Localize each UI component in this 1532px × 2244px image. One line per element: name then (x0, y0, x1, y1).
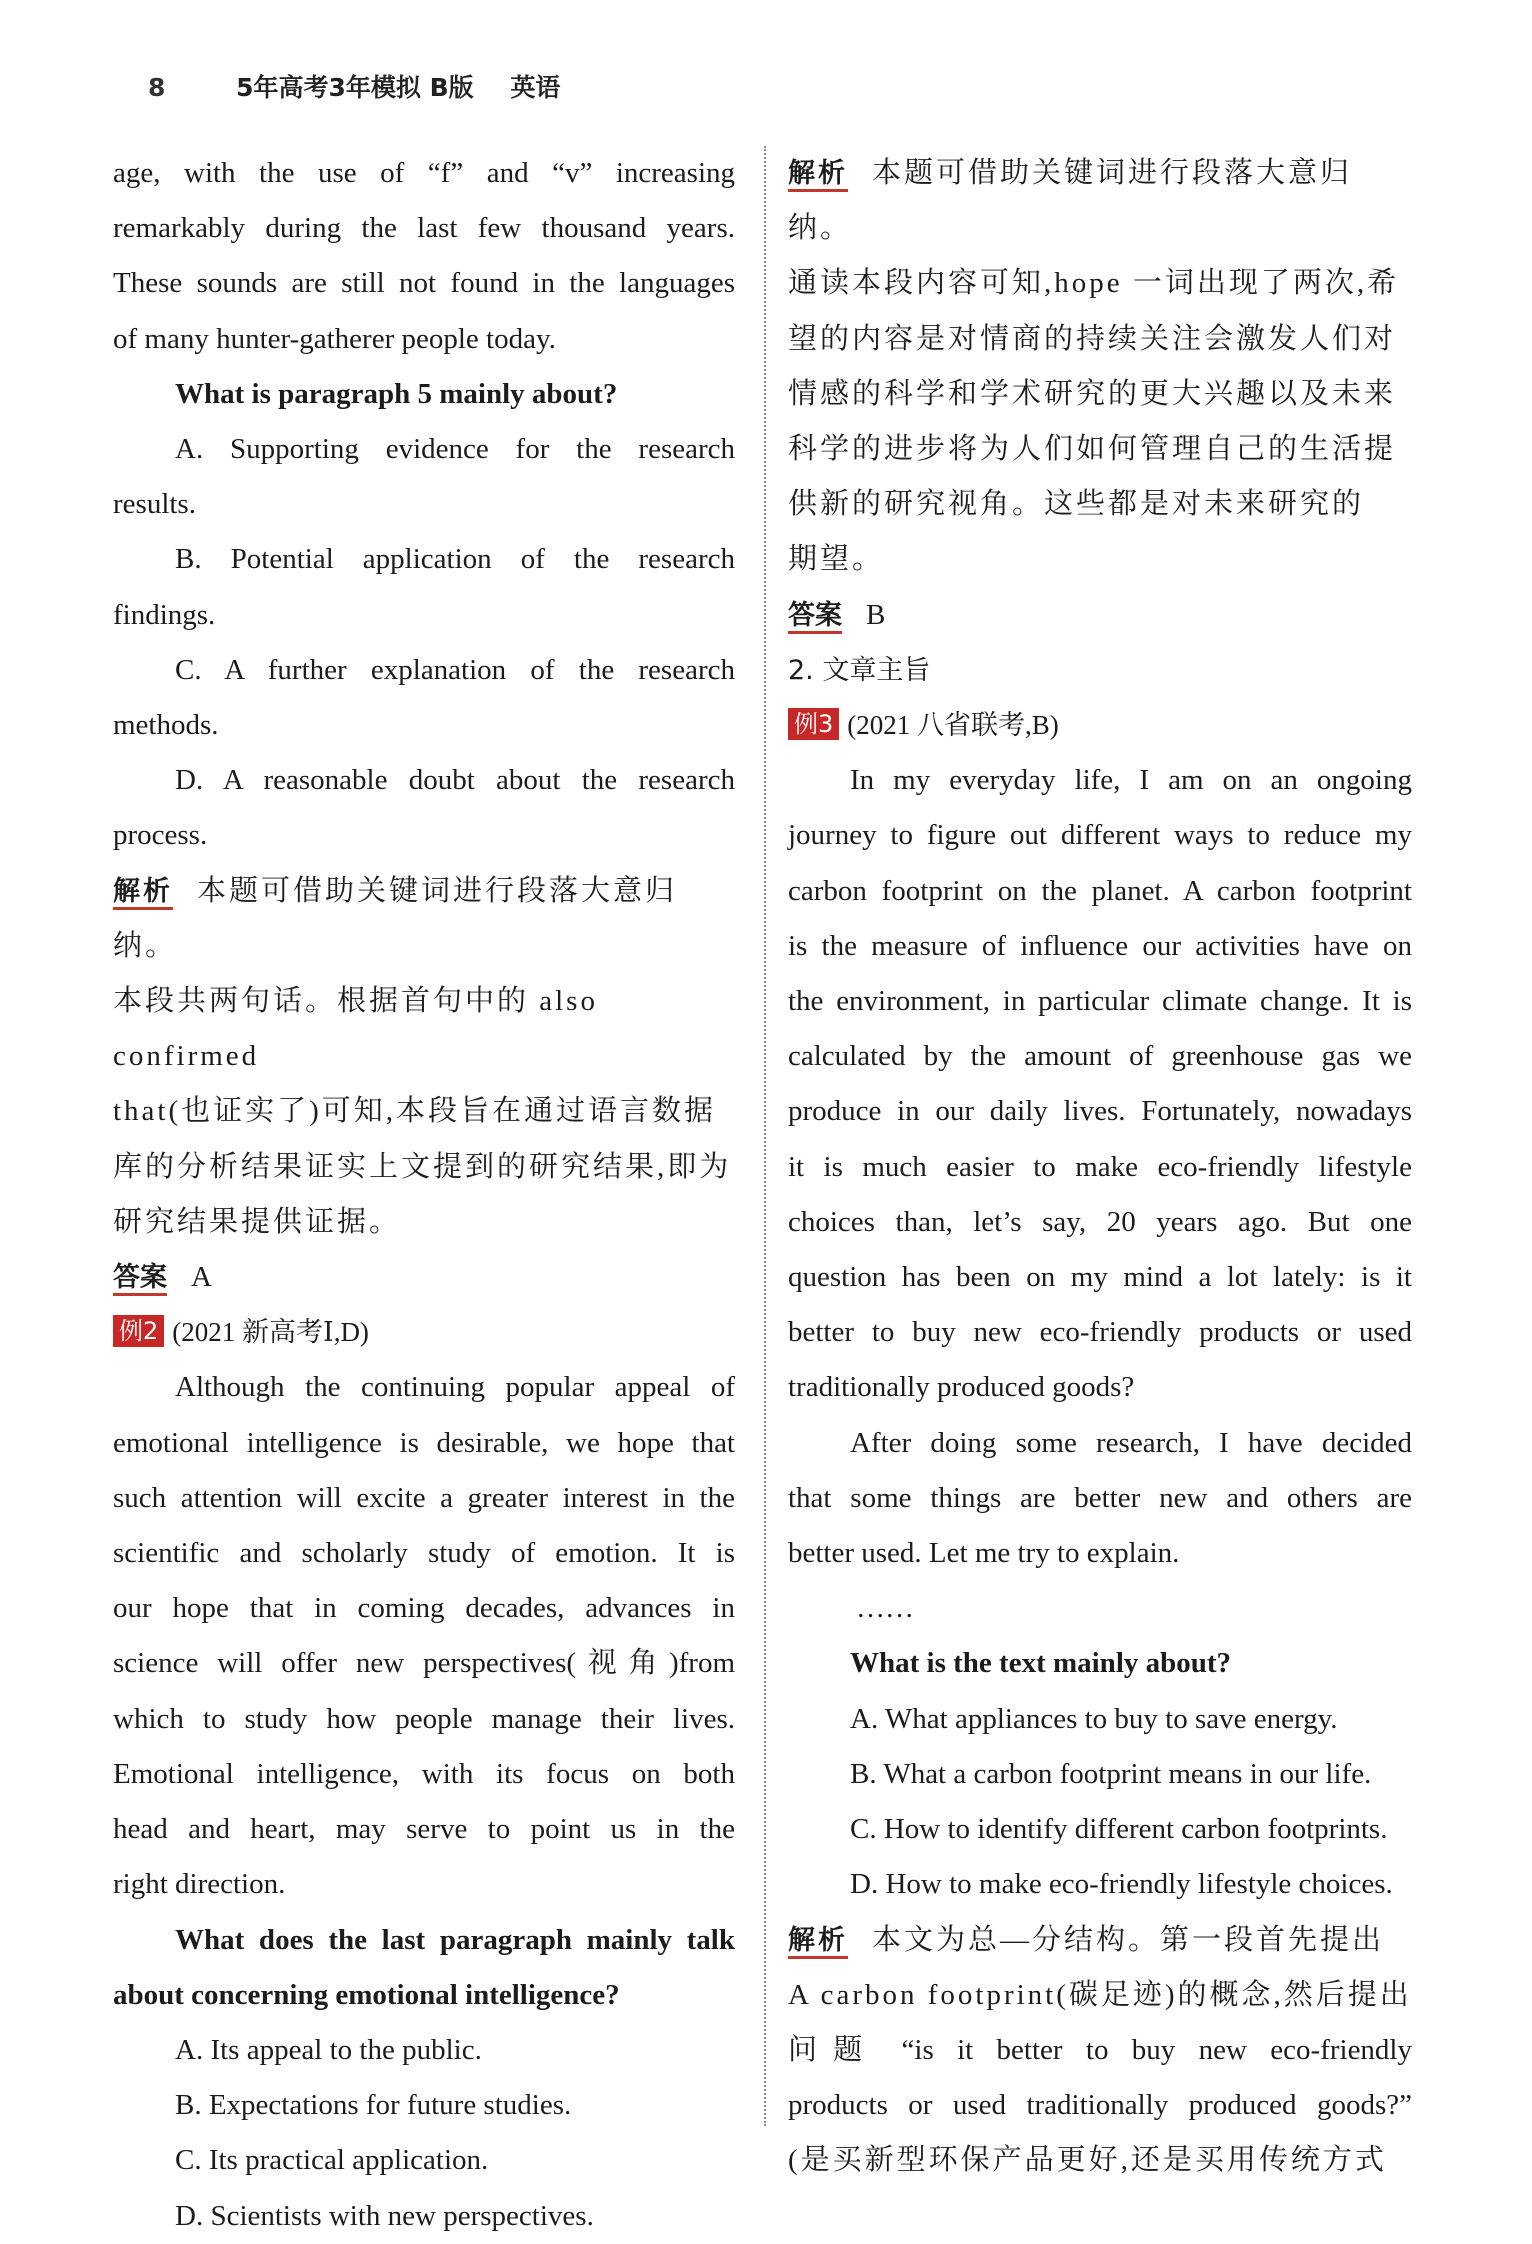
option-c: C. Its practical application. (175, 2144, 489, 2177)
column-divider (764, 146, 766, 2126)
answer-value: A (191, 1261, 212, 1294)
text-line: better to buy new eco-friendly products or used (788, 1316, 1412, 1349)
section-heading: 2. 文章主旨 (788, 654, 931, 686)
analysis-line: A carbon footprint(碳足迹)的概念,然后提出 (788, 1978, 1412, 2011)
text-line: the environment, in particular climate change. It is (788, 985, 1412, 1018)
option-b: B. Potential application of the research (175, 543, 735, 576)
analysis-block-2 (788, 1913, 1412, 2189)
question-3: What is the text mainly about? (850, 1647, 1232, 1680)
text-line: science will offer new perspectives(视角)from (113, 1647, 735, 1680)
option-b: B. Expectations for future studies. (175, 2089, 572, 2122)
analysis-line: 库的分析结果证实上文提到的研究结果,即为 (113, 1150, 732, 1183)
option-a-cont: results. (113, 488, 196, 521)
analysis-block (113, 864, 735, 1250)
page-header (148, 68, 560, 104)
analysis-line: 通读本段内容可知,hope 一词出现了两次,希 (788, 267, 1400, 300)
option-a: A. Supporting evidence for the research (175, 433, 735, 466)
analysis-line: 情感的科学和学术研究的更大兴趣以及未来 (788, 377, 1397, 410)
passage-3-para-2 (788, 1416, 1412, 1582)
text-line: head and heart, may serve to point us in the (113, 1813, 735, 1846)
text-line: carbon footprint on the planet. A carbon footprint (788, 874, 1412, 907)
text-line: that some things are better new and others are (788, 1481, 1412, 1514)
analysis-line: 本题可借助关键词进行段落大意归纳。 (788, 157, 1353, 245)
passage-2 (113, 1360, 735, 1912)
analysis-line: 本文为总—分结构。第一段首先提出 (872, 1923, 1385, 1956)
question-1: What is paragraph 5 mainly about? (175, 377, 618, 410)
option-d: D. Scientists with new perspectives. (175, 2199, 594, 2232)
q3-options (788, 1692, 1412, 1913)
text-line: traditionally produced goods? (788, 1371, 1135, 1404)
text-line: scientific and scholarly study of emotion. It is (113, 1537, 735, 1570)
answer-tag: 答案 (113, 1262, 167, 1296)
example-badge: 例3 (788, 708, 839, 740)
analysis-line: 期望。 (788, 543, 885, 576)
option-c: C. How to identify different carbon footprints. (850, 1813, 1388, 1846)
option-c: C. A further explanation of the research (175, 653, 735, 686)
ellipsis: …… (856, 1592, 914, 1625)
question-line: about concerning emotional intelligence? (113, 1978, 620, 2011)
text-line: produce in our daily lives. Fortunately, nowadays (788, 1095, 1412, 1128)
q2-options (113, 2023, 735, 2244)
analysis-tag: 解析 (113, 876, 173, 910)
option-a: A. Its appeal to the public. (175, 2033, 482, 2066)
right-column (788, 146, 1412, 2189)
text-line: After doing some research, I have decided (850, 1426, 1412, 1459)
text-line: emotional intelligence is desirable, we hope that (113, 1426, 735, 1459)
book-title: 5年高考3年模拟 B版 (236, 73, 474, 102)
example-header (113, 1305, 735, 1360)
text-line: calculated by the amount of greenhouse gas we (788, 1040, 1412, 1073)
analysis-line: (是买新型环保产品更好,还是买用传统方式 (788, 2144, 1387, 2177)
text-line: choices than, let’s say, 20 years ago. But one (788, 1205, 1412, 1238)
text-line: remarkably during the last few thousand years. (113, 212, 735, 245)
analysis-line: products or used traditionally produced goods?” (788, 2089, 1412, 2122)
q1-options (113, 422, 735, 864)
answer-line (113, 1250, 735, 1305)
left-column (113, 146, 735, 2244)
option-c-cont: methods. (113, 709, 219, 742)
text-line: journey to figure out different ways to reduce my (788, 819, 1412, 852)
answer-tag: 答案 (788, 600, 842, 634)
example-badge: 例2 (113, 1315, 164, 1347)
option-d: D. How to make eco-friendly lifestyle choices. (850, 1868, 1393, 1901)
option-d: D. A reasonable doubt about the research (175, 764, 735, 797)
passage-3 (788, 753, 1412, 1415)
analysis-line: 供新的研究视角。这些都是对未来研究的 (788, 488, 1365, 521)
option-d-cont: process. (113, 819, 208, 852)
page-number: 8 (148, 73, 166, 102)
text-line: Although the continuing popular appeal of (175, 1371, 735, 1404)
option-b-cont: findings. (113, 598, 216, 631)
analysis-line: 本题可借助关键词进行段落大意归纳。 (113, 874, 678, 962)
answer-value: B (866, 598, 886, 631)
text-line: our hope that in coming decades, advances in (113, 1592, 735, 1625)
example-source: (2021 新高考Ⅰ,D) (172, 1317, 369, 1348)
analysis-tag: 解析 (788, 158, 848, 192)
question-line: What does the last paragraph mainly talk (175, 1923, 735, 1956)
text-line: better used. Let me try to explain. (788, 1537, 1180, 1570)
text-line: of many hunter-gatherer people today. (113, 322, 556, 355)
option-a: A. What appliances to buy to save energy. (850, 1702, 1338, 1735)
analysis-line: 本段共两句话。根据首句中的 also confirmed (113, 985, 598, 1073)
analysis-line: 研究结果提供证据。 (113, 1205, 402, 1238)
analysis-line: 望的内容是对情商的持续关注会激发人们对 (788, 322, 1397, 355)
analysis-tag: 解析 (788, 1925, 848, 1959)
text-line: age, with the use of “f” and “v” increasing (113, 157, 735, 189)
analysis-line: 问题 “is it better to buy new eco-friendly (788, 2033, 1412, 2066)
text-line: These sounds are still not found in the languages (113, 267, 735, 300)
text-line: right direction. (113, 1868, 286, 1901)
example-source: (2021 八省联考,B) (847, 710, 1059, 741)
text-line: question has been on my mind a lot lately: is it (788, 1261, 1412, 1294)
text-line: it is much easier to make eco-friendly lifestyle (788, 1150, 1412, 1183)
subject: 英语 (510, 73, 561, 102)
question-2 (113, 1913, 735, 2023)
text-line: such attention will excite a greater interest in the (113, 1481, 735, 1514)
analysis-block (788, 146, 1412, 588)
text-line: In my everyday life, I am on an ongoing (850, 764, 1412, 797)
text-line: Emotional intelligence, with its focus on both (113, 1757, 735, 1790)
analysis-line: that(也证实了)可知,本段旨在通过语言数据 (113, 1095, 717, 1128)
analysis-line: 科学的进步将为人们如何管理自己的生活提 (788, 433, 1397, 466)
answer-line (788, 588, 1412, 643)
passage-excerpt (113, 146, 735, 367)
text-line: which to study how people manage their lives. (113, 1702, 735, 1735)
text-line: is the measure of influence our activities have on (788, 929, 1412, 962)
option-b: B. What a carbon footprint means in our life. (850, 1757, 1372, 1790)
example-header (788, 698, 1412, 753)
